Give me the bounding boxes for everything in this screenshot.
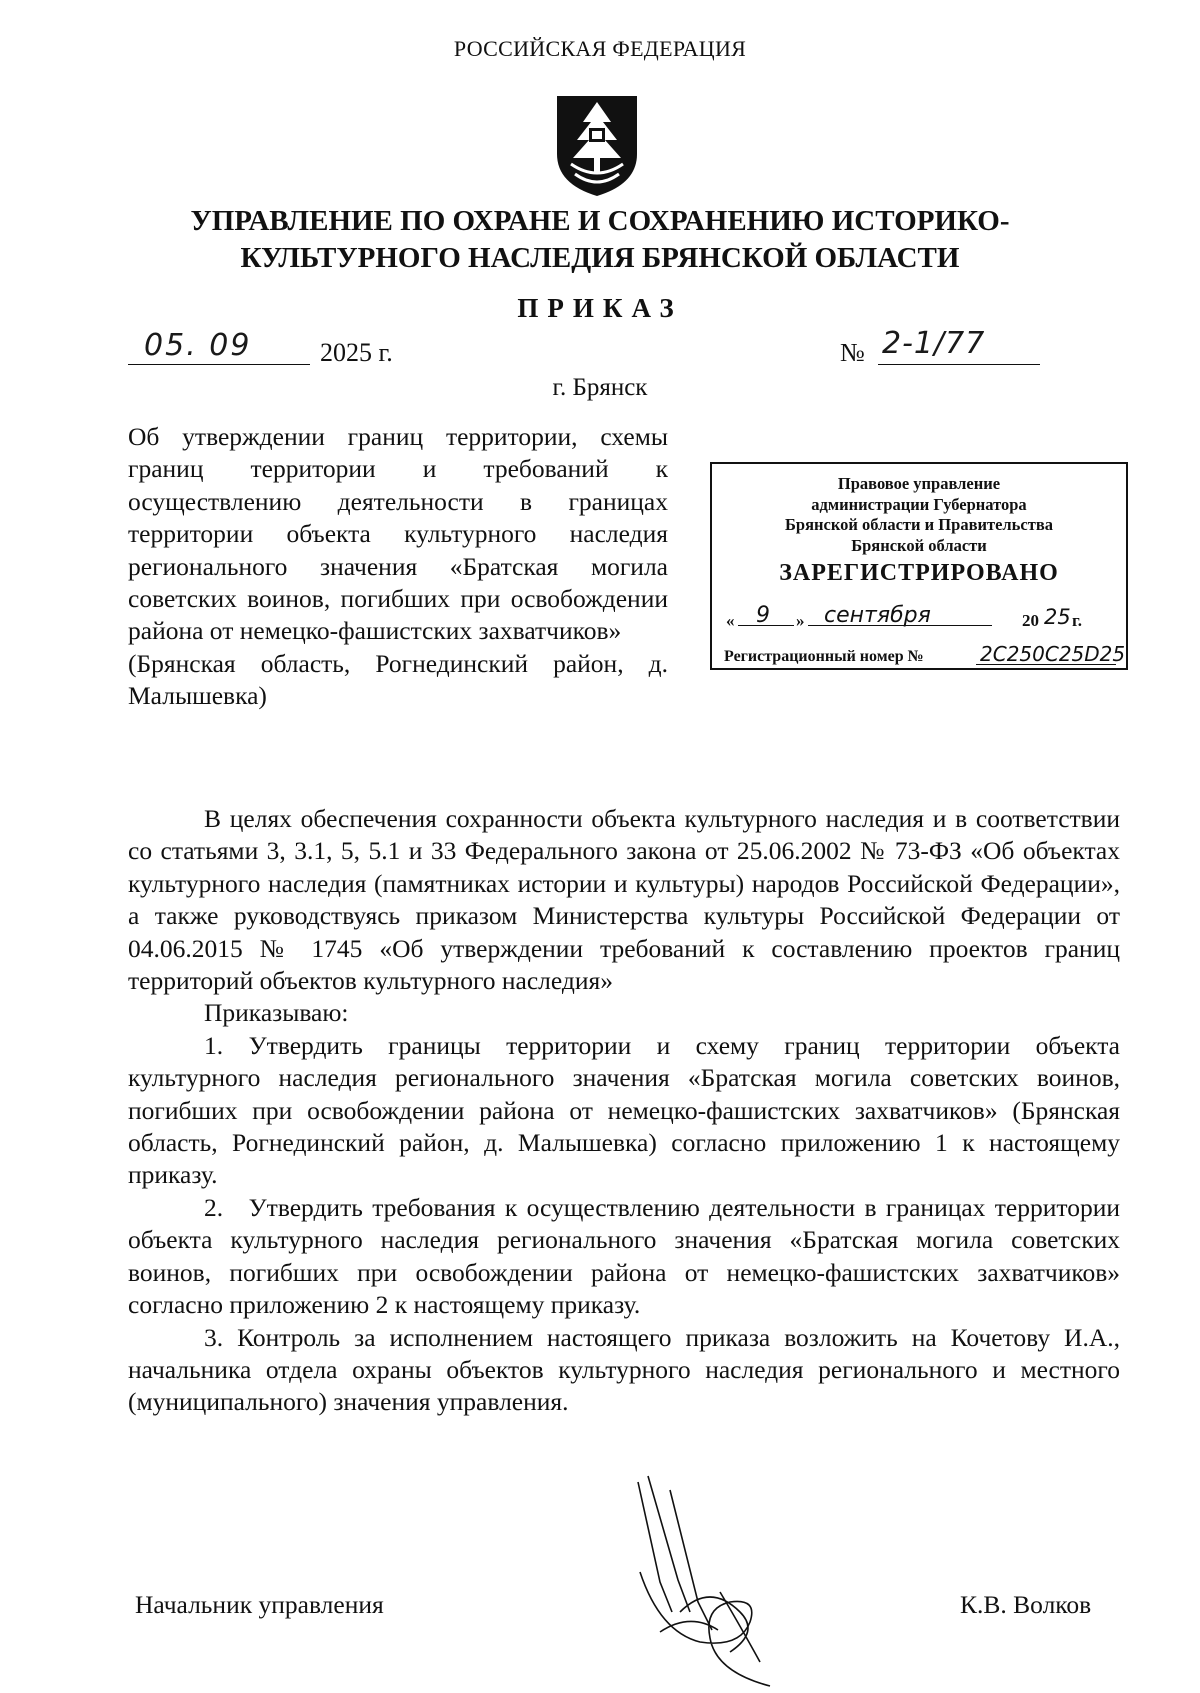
number-label: № [840,338,865,367]
stamp-day: 9 [756,603,770,628]
stamp-line-4: Брянской области [851,535,987,555]
order-item-1: 1. Утвердить границы территории и схему границ территории объекта культурного наследия регионального значения «Братская могила советских воинов, погибших при освобождении района от немецко-фашистских захватчиков» (Брянская область, Рогнединский район, д. Малышевка) согласно приложению 1 к настоящему приказу. [128,1030,1120,1190]
organization-line-2: КУЛЬТУРНОГО НАСЛЕДИЯ БРЯНСКОЙ ОБЛАСТИ [240,242,960,274]
stamp-year-unit: г. [1072,611,1083,630]
signatory-title: Начальник управления [135,1590,384,1619]
city: г. Брянск [552,374,648,401]
stamp-reg-number: 2C250C25D25 [980,642,1126,666]
order-body [128,803,1120,1419]
stamp-year-prefix: 20 [1022,611,1039,630]
stamp-year-suffix: 25 [1044,605,1071,629]
country-header: РОССИЙСКАЯ ФЕДЕРАЦИЯ [453,36,747,61]
handwritten-signature-icon [620,1462,800,1690]
document-type: ПРИКАЗ [517,293,683,323]
order-item-3: 3. Контроль за исполнением настоящего приказа возложить на Кочетову И.А., начальника отдела охраны объектов культурного наследия регионального и местного (муниципального) значения управления. [128,1322,1120,1417]
signatory-name: К.В. Волков [960,1590,1092,1619]
coat-of-arms-icon [553,92,641,200]
order-year: 2025 г. [320,338,393,367]
order-subject [128,421,668,713]
organization-line-1: УПРАВЛЕНИЕ ПО ОХРАНЕ И СОХРАНЕНИЮ ИСТОРИКО- [190,205,1010,237]
subject-location: (Брянская область, Рогнединский район, д. Малышевка) [128,648,668,711]
stamp-day-close: » [796,611,805,630]
stamp-line-3: Брянской области и Правительства [785,515,1053,534]
organization-name [0,203,1200,277]
stamp-line-1: Правовое управление [837,474,1001,493]
subject-text: Об утверждении границ территории, схемы границ территории и требований к осуществлению деятельности в границах территории объекта культурного наследия регионального значения «Братская могила советских воинов, погибших при освобождении района от немецко-фашистских захватчиков» [128,422,668,646]
stamp-reg-label: Регистрационный номер № [724,648,924,665]
handwritten-date: 05. 09 [144,328,252,363]
stamp-month: сентября [824,603,931,628]
order-word: Приказываю: [204,998,349,1028]
stamp-day-open: « [726,611,735,630]
order-item-2: 2. Утвердить требования к осуществлению деятельности в границах территории объекта культурного наследия регионального значения «Братская могила советских воинов, погибших при освобождении района от немецко-фашистских захватчиков» согласно приложению 2 к настоящему приказу. [128,1192,1120,1320]
stamp-registration [712,644,1126,670]
registration-stamp [710,462,1128,670]
stamp-status: ЗАРЕГИСТРИРОВАНО [779,560,1059,586]
preamble-paragraph: В целях обеспечения сохранности объекта культурного наследия и в соответствии со статьями 3, 3.1, 5, 5.1 и 33 Федерального закона от 25.06.2002 № 73-ФЗ «Об объектах культурного наследия (памятниках истории и культуры) народов Российской Федерации», а также руководствуясь приказом Министерства культуры Российской Федерации от 04.06.2015 № 1745 «Об утверждении требований к составлению проектов границ территорий объектов культурного наследия» [128,804,1120,996]
handwritten-number: 2-1/77 [882,326,986,361]
stamp-line-2: администрации Губернатора [811,494,1027,514]
stamp-date [712,603,1126,635]
